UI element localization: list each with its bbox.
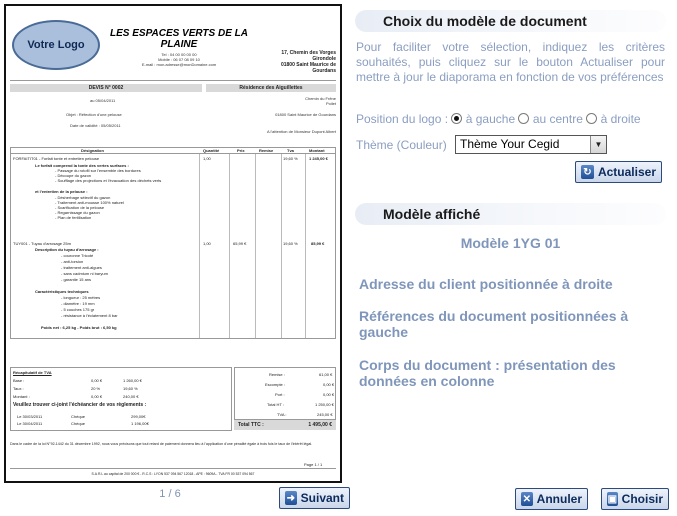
schedule-cell: 1 196,00€ (131, 421, 149, 426)
row1-designation: FORFAITIT01 - Forfait tonte et entretien pelouse (13, 156, 100, 161)
row2-price: 65,99 € (233, 241, 247, 246)
row1-line: - Regarnissage du gazon (55, 210, 100, 215)
tva-cell: 20 % (91, 386, 101, 391)
row1-line: - Traitement anti-mousse 100% naturel (55, 200, 124, 205)
cancel-label: Annuler (536, 492, 582, 506)
next-button[interactable] (279, 487, 350, 509)
tva-title: Récapitulatif de TVA (13, 370, 52, 375)
devis-validity: Date de validité : 05/05/2011 (70, 123, 121, 128)
row2-line: Description du tuyau d'arrosage : (35, 247, 99, 252)
devis-object: Objet : Réfection d'une pelouse (66, 112, 122, 117)
radio-logo-center-label[interactable]: au centre (532, 112, 583, 126)
total-value: 61,00 € (319, 372, 333, 377)
total-value: 245,00 € (317, 412, 333, 417)
row2-line: - anti-torsion (61, 259, 84, 264)
tva-cell: 19,60 % (123, 386, 138, 391)
tva-cell: 240,00 € (123, 394, 139, 399)
next-label: Suivant (300, 491, 344, 505)
logo-text: Votre Logo (27, 39, 85, 51)
total-value: 0,00 € (323, 382, 335, 387)
schedule-cell: Chèque (71, 414, 86, 419)
arrow-right-icon: ➜ (286, 492, 296, 504)
refresh-button[interactable] (575, 161, 662, 183)
devis-date: au 05/04/2011 (90, 98, 116, 103)
header-designation: Désignation (81, 148, 104, 153)
row2-line: - couronne Tricoté (61, 253, 94, 258)
divider (10, 468, 336, 469)
schedule-cell: Chèque (71, 421, 86, 426)
radio-logo-right[interactable] (586, 113, 597, 124)
row2-line: Caractéristiques techniques (35, 289, 89, 294)
row1-line: et l'entretien de la pelouse : (35, 189, 88, 194)
refresh-icon: ↻ (581, 165, 594, 179)
totals-box (234, 367, 336, 420)
client-line: Chemin du Frêne (305, 96, 336, 101)
choose-button[interactable] (601, 488, 669, 510)
client-line: Poilet (325, 101, 336, 106)
cancel-button[interactable] (515, 488, 588, 510)
feature-doc-body: Corps du document : présentation des données en colonne (359, 357, 616, 389)
window-icon: ▣ (607, 493, 618, 505)
row1-tva: 19,60 % (283, 156, 298, 161)
feature-doc-references: Références du document positionnées à gauche (359, 308, 629, 340)
company-contact (104, 52, 254, 67)
total-label: Escompte : (265, 382, 286, 387)
address-line: 01800 Saint Maurice de Gourdans (280, 62, 336, 74)
total-label: TVA : (277, 412, 287, 417)
slide-counter: 1 / 6 (159, 488, 181, 500)
total-ttc-value: 1 495,00 € (308, 422, 332, 428)
row2-line: Poids net : 6,25 kg - Poids brut : 6,50 kg (41, 325, 117, 330)
row2-line: - sans cadmium ni baryum (61, 271, 108, 276)
radio-logo-right-label[interactable]: à droite (600, 112, 641, 126)
tva-cell: Taux : (13, 386, 24, 391)
close-icon: ✕ (522, 493, 532, 505)
tva-cell: 0,00 € (91, 378, 103, 383)
header-amount: Montant (309, 148, 325, 153)
model-name: Modèle 1YG 01 (460, 235, 561, 251)
row1-line: - Scarification de la pelouse (55, 205, 105, 210)
schedule-title: Veuillez trouver ci-joint l'échéancier de vos règlements : (13, 402, 147, 408)
total-value: 0,00 € (323, 392, 335, 397)
schedule-cell: Le 30/04/2011 (17, 421, 43, 426)
header-price: Prix (237, 148, 245, 153)
client-attention: A l'attention de Monsieur Dupont Albert (266, 129, 336, 134)
feature-client-address: Adresse du client positionnée à droite (359, 276, 613, 292)
table-header (10, 147, 336, 154)
schedule-cell: Le 30/03/2011 (17, 414, 43, 419)
row1-qty: 1,00 (203, 156, 211, 161)
address-line: Girondole (312, 56, 336, 62)
client-city: 01800 Saint Maurice de Gourdans (275, 112, 336, 117)
row2-line: - longueur : 25 mètres (61, 295, 101, 300)
page-number: Page 1 / 1 (304, 462, 323, 467)
tva-cell: 0,00 € (91, 394, 103, 399)
company-address (256, 50, 336, 74)
logo-position-label: Position du logo : (356, 112, 449, 126)
row1-line: - Soufflage des projections et l'évacuation des déchets verts (55, 178, 162, 183)
row2-line: - diamètre : 19 mm (61, 301, 95, 306)
company-phone: Tel : 04 00 00 00 00 (161, 52, 197, 57)
help-text: Pour faciliter votre sélection, indiquez les critères souhaités, puis cliquez sur le bouton Actualiser pour mettre à jour le diaporama en fonction de vos préférences (356, 40, 665, 84)
total-label: Remise : (269, 372, 285, 377)
total-label: Port : (275, 392, 285, 397)
tva-recap (10, 367, 232, 431)
total-value: 1 250,00 € (315, 402, 334, 407)
row1-line: - Désherbage sélectif du gazon (55, 195, 111, 200)
logo-position-group (356, 112, 641, 126)
table-body (10, 154, 336, 339)
header-tva: Tva (287, 148, 294, 153)
total-label: Total HT : (267, 402, 285, 407)
document-preview (4, 4, 342, 483)
section-title-choice: Choix du modèle de document (355, 10, 666, 32)
legal-footer: S.A.R.L au capital de 200 000 € - R.C.S : LYON 537 094 567 12018 - APE : 9609A - TVA FR 00 537 094 567 (91, 472, 255, 476)
tva-cell: Montant : (13, 394, 30, 399)
theme-select-value: Thème Your Cegid (460, 137, 560, 151)
row2-amount: 85,99 € (311, 241, 325, 246)
row1-line: - Passage du rotofil sur l'ensemble des bordures (55, 168, 141, 173)
row2-line: - résistance à l'éclatement 8 bar (61, 313, 118, 318)
divider (10, 80, 336, 81)
company-name: LES ESPACES VERTS DE LA PLAINE (110, 28, 248, 50)
row2-line: - traitement anti-algues (61, 265, 102, 270)
document-page (6, 6, 340, 481)
row2-qty: 1,00 (203, 241, 211, 246)
company-email: E-mail : mon.adresse@monDomaine.com (141, 62, 217, 67)
row2-line: - 5 couches 175 gr (61, 307, 95, 312)
tva-cell: 1 260,00 € (123, 378, 142, 383)
client-title: Résidence des Aiguillettes (206, 84, 336, 92)
row1-line: - Plan de fertilisation (55, 215, 92, 220)
theme-label: Thème (Couleur) (356, 138, 447, 152)
company-mobile: Mobile : 06 07 08 09 10 (158, 57, 200, 62)
chevron-down-icon[interactable]: ▼ (590, 136, 606, 153)
row1-line: Le forfait comprend la tonte des vertes surfaces : (35, 163, 129, 168)
choose-label: Choisir (621, 492, 663, 506)
radio-logo-center[interactable] (518, 113, 529, 124)
header-discount: Remise (259, 148, 274, 153)
row1-amount: 1 245,00 € (309, 156, 328, 161)
section-title-model: Modèle affiché (355, 203, 666, 225)
row2-designation: TUY001 - Tuyau d'arrosage 25m (13, 241, 71, 246)
legal-mention: Dans le cadre de la loi N°92-1442 du 31 décembre 1992, nous vous précisons que tout retard de paiement donnera lieu à l'application d'une pénalité égale à trois fois le taux de l'intérêt légal. (10, 442, 313, 446)
row2-line: - garantie 15 ans (61, 277, 92, 282)
logo-placeholder (12, 20, 100, 70)
address-line: 17, Chemin des Vorges (281, 50, 336, 56)
row2-tva: 19,60 % (283, 241, 298, 246)
radio-logo-left[interactable] (451, 113, 462, 124)
total-ttc (234, 420, 336, 430)
row1-line: - Découpe du gazon (55, 173, 92, 178)
tva-cell: Base : (13, 378, 25, 383)
radio-logo-left-label[interactable]: à gauche (465, 112, 516, 126)
total-ttc-label: Total TTC : (238, 422, 264, 428)
devis-title: DEVIS N° 0002 (10, 84, 202, 92)
client-address (236, 96, 336, 106)
theme-select[interactable] (455, 135, 607, 154)
header-quantity: Quantité (203, 148, 220, 153)
refresh-label: Actualiser (597, 165, 656, 179)
schedule-cell: 299,00€ (131, 414, 146, 419)
